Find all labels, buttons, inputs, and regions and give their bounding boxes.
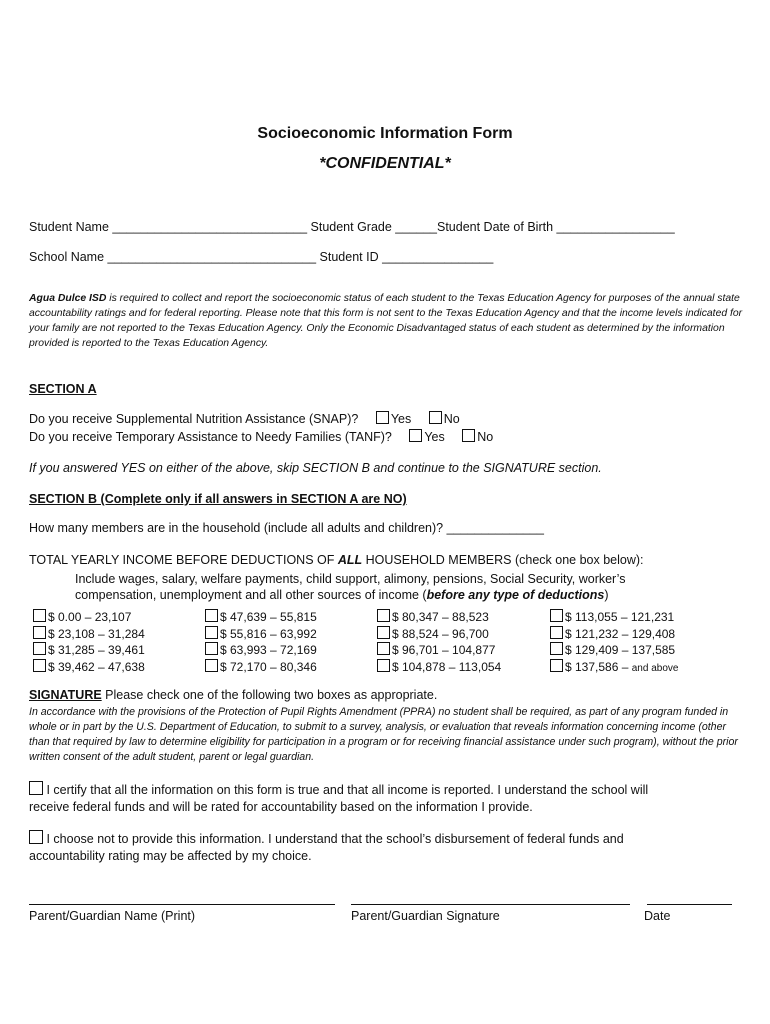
- income-option[interactable]: $ 137,586 – and above: [550, 659, 678, 677]
- intro-paragraph: [29, 291, 747, 351]
- form-subtitle: *CONFIDENTIAL*: [319, 155, 451, 172]
- decline-option[interactable]: [29, 830, 624, 865]
- ppra-notice: In accordance with the provisions of the Protection of Pupil Rights Amendment (PPRA) no student shall be required, as part of any program funded in whole or in part by the U.S. Department of Education, to submit to a survey, analysis, or evaluation that reveals information concerning income (other than that required by law to determine eligibility for participation in a program or for receiving financial assistance under such program), without the prior written consent of the adult student, parent or legal guardian.: [29, 706, 738, 763]
- snap-yes-label: Yes: [390, 412, 412, 426]
- tanf-question-row: [29, 428, 493, 446]
- income-question-post: HOUSEHOLD MEMBERS (check one box below):: [362, 553, 644, 567]
- snap-no-label: No: [443, 412, 460, 426]
- section-a-heading: SECTION A: [29, 382, 97, 396]
- tanf-yes-checkbox[interactable]: [409, 429, 422, 442]
- date-line[interactable]: [647, 904, 732, 905]
- include-line-2-bold: before any type of deductions: [426, 588, 605, 602]
- decline-text-2: accountability rating may be affected by my choice.: [29, 849, 312, 863]
- parent-name-label: Parent/Guardian Name (Print): [29, 909, 196, 923]
- skip-instruction: If you answered YES on either of the above, skip SECTION B and continue to the SIGNATURE section.: [29, 461, 602, 475]
- income-include-line-2: [75, 587, 625, 603]
- income-option[interactable]: $ 39,462 – 47,638: [33, 659, 145, 676]
- income-option[interactable]: $ 113,055 – 121,231: [550, 609, 678, 626]
- tanf-yes-label: Yes: [424, 430, 445, 444]
- income-option[interactable]: $ 55,816 – 63,992: [205, 626, 317, 643]
- parent-signature-line[interactable]: [351, 904, 630, 905]
- certify-checkbox[interactable]: [29, 781, 43, 795]
- household-members-question[interactable]: How many members are in the household (include all adults and children)? ______________: [29, 521, 544, 535]
- income-include-note: [75, 571, 625, 603]
- income-option[interactable]: $ 121,232 – 129,408: [550, 626, 678, 643]
- income-option[interactable]: $ 88,524 – 96,700: [377, 626, 501, 643]
- income-option[interactable]: $ 129,409 – 137,585: [550, 642, 678, 659]
- student-info-line-2[interactable]: School Name ______________________________ Student ID ________________: [29, 250, 494, 264]
- parent-signature-label: Parent/Guardian Signature: [351, 909, 500, 923]
- snap-question: Do you receive Supplemental Nutrition Assistance (SNAP)?: [29, 412, 359, 426]
- decline-checkbox[interactable]: [29, 830, 43, 844]
- include-line-2-pre: compensation, unemployment and all other sources of income (: [75, 588, 427, 602]
- income-option[interactable]: $ 96,701 – 104,877: [377, 642, 501, 659]
- income-column-3: [377, 609, 501, 675]
- and-above-label: and above: [631, 662, 679, 674]
- certify-text-2: receive federal funds and will be rated for accountability based on the information I provide.: [29, 800, 533, 814]
- date-label: Date: [644, 909, 671, 923]
- snap-yes-checkbox[interactable]: [376, 411, 389, 424]
- form-title: Socioeconomic Information Form: [257, 125, 513, 142]
- certify-option[interactable]: [29, 781, 648, 816]
- section-b-heading: SECTION B (Complete only if all answers in SECTION A are NO): [29, 492, 407, 506]
- income-option[interactable]: $ 80,347 – 88,523: [377, 609, 501, 626]
- snap-question-row: [29, 410, 460, 428]
- income-question-all: ALL: [337, 553, 363, 567]
- income-option[interactable]: $ 23,108 – 31,284: [33, 626, 145, 643]
- decline-text-1: I choose not to provide this information. I understand that the school’s disbursement of federal funds and: [43, 832, 624, 846]
- tanf-no-checkbox[interactable]: [462, 429, 475, 442]
- signature-heading-row: [29, 688, 437, 702]
- tanf-no-label: No: [477, 430, 494, 444]
- include-line-2-post: ): [604, 588, 609, 602]
- income-option[interactable]: $ 72,170 – 80,346: [205, 659, 317, 676]
- signature-heading: SIGNATURE: [29, 688, 102, 702]
- income-column-4: [550, 609, 678, 676]
- income-option[interactable]: $ 31,285 – 39,461: [33, 642, 145, 659]
- parent-name-line[interactable]: [29, 904, 335, 905]
- income-include-line-1: Include wages, salary, welfare payments, child support, alimony, pensions, Social Security, worker’s: [75, 572, 626, 586]
- income-question: [29, 553, 644, 567]
- income-option[interactable]: $ 104,878 – 113,054: [377, 659, 501, 676]
- certify-text-1: I certify that all the information on this form is true and that all income is reported. I understand the school will: [43, 783, 649, 797]
- student-info-line-1[interactable]: Student Name ____________________________ Student Grade ______Student Date of Birth _________________: [29, 220, 675, 234]
- income-column-1: [33, 609, 145, 675]
- income-option[interactable]: $ 63,993 – 72,169: [205, 642, 317, 659]
- income-option[interactable]: $ 0.00 – 23,107: [33, 609, 145, 626]
- signature-instruction: Please check one of the following two boxes as appropriate.: [101, 688, 438, 702]
- snap-no-checkbox[interactable]: [429, 411, 442, 424]
- income-question-pre: TOTAL YEARLY INCOME BEFORE DEDUCTIONS OF: [29, 553, 338, 567]
- income-column-2: [205, 609, 317, 675]
- income-option[interactable]: $ 47,639 – 55,815: [205, 609, 317, 626]
- intro-text: is required to collect and report the socioeconomic status of each student to the Texas Education Agency for purposes of the annual state accountability ratings and for federal reporting. Please note that this form is not sent to the Texas Education Agency and that the income levels indicated for your family are not reported to the Texas Education Agency. Only the Economic Disadvantaged status of each student as determined by the information provided is reported to the Texas Education Agency.: [29, 293, 743, 349]
- district-name: Agua Dulce ISD: [29, 293, 107, 304]
- tanf-question: Do you receive Temporary Assistance to Needy Families (TANF)?: [29, 430, 392, 444]
